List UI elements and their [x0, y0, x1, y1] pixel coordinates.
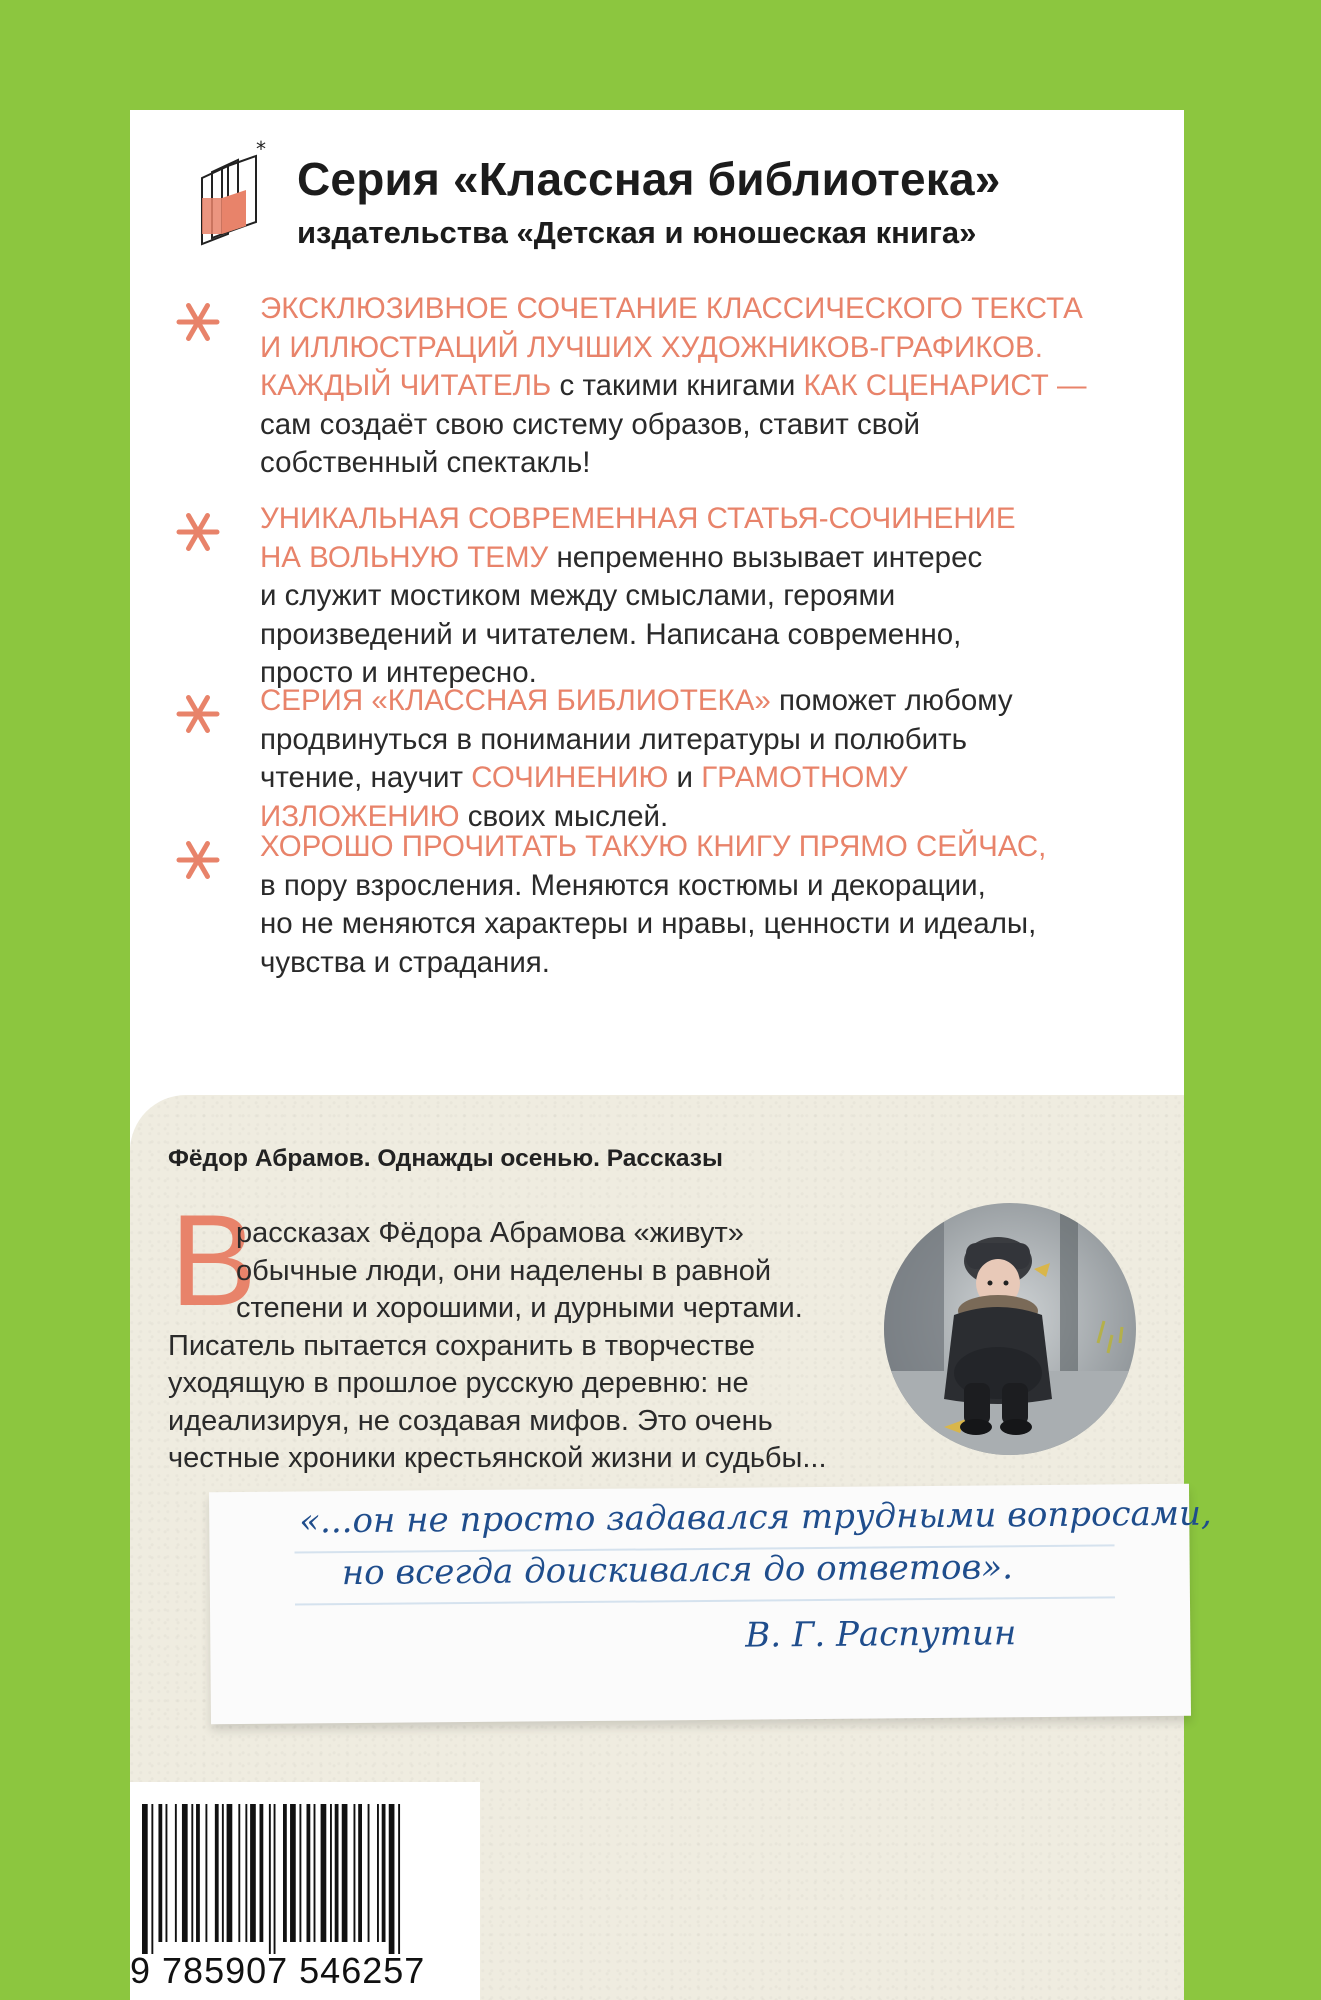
- quote-note: [209, 1484, 1212, 1725]
- body-text: произведений и читателем. Написана современно,: [260, 617, 962, 651]
- highlight-text: И ИЛЛЮСТРАЦИЙ ЛУЧШИХ ХУДОЖНИКОВ-ГРАФИКОВ.: [260, 330, 1043, 364]
- body-text: поможет любому: [770, 684, 1013, 717]
- body-text: и служит мостиком между смыслами, героями: [260, 579, 896, 613]
- body-text: просто и интересно.: [260, 656, 537, 690]
- highlight-text: СОЧИНЕНИЮ: [471, 761, 669, 795]
- feature-line: [260, 682, 1140, 721]
- series-title: Серия «Классная библиотека»: [297, 153, 1001, 205]
- feature-line: [260, 944, 1140, 983]
- asterisk-icon: [174, 836, 222, 884]
- feature-line: [260, 577, 1140, 616]
- body-text: непременно вызывает интерес: [548, 540, 983, 574]
- barcode-box: [130, 1782, 480, 2000]
- series-subtitle: издательства «Детская и юношеская книга»: [297, 215, 977, 250]
- feature-line: [260, 444, 1140, 483]
- highlight-text: ГРАМОТНОМУ: [701, 761, 908, 795]
- note-rule: [295, 1596, 1115, 1605]
- feature-line: [260, 539, 1140, 578]
- book-description-line: обычные люди, они наделены в равной: [236, 1255, 772, 1287]
- body-text: продвинуться в понимании литературы и полюбить: [260, 722, 968, 756]
- highlight-text: ЭКСКЛЮЗИВНОЕ СОЧЕТАНИЕ КЛАССИЧЕСКОГО ТЕКСТА: [260, 292, 1083, 325]
- highlight-text: УНИКАЛЬНАЯ СОВРЕМЕННАЯ СТАТЬЯ-СОЧИНЕНИЕ: [260, 502, 1016, 535]
- body-text: в пору взросления. Меняются костюмы и декорации,: [260, 868, 986, 902]
- feature-line: [260, 406, 1140, 445]
- book-description-line: рассказах Фёдора Абрамова «живут»: [236, 1217, 744, 1249]
- svg-text:*: *: [256, 138, 266, 161]
- body-text: с такими книгами: [551, 369, 804, 403]
- feature-line: [260, 905, 1140, 944]
- back-cover-card: [130, 110, 1212, 2000]
- body-text: чувства и страдания.: [260, 945, 550, 979]
- highlight-text: КАК СЦЕНАРИСТ —: [803, 369, 1087, 403]
- feature-line: [260, 616, 1140, 655]
- feature-line: [260, 290, 1140, 329]
- quote-author: В. Г. Распутин: [745, 1613, 1017, 1656]
- book-description-line: идеализируя, не создавая мифов. Это очень: [168, 1405, 773, 1437]
- quote-line-1: «...он не просто задавался трудными вопросами,: [299, 1493, 1212, 1542]
- body-text: сам создаёт свою систему образов, ставит свой: [260, 407, 920, 441]
- highlight-text: СЕРИЯ «КЛАССНАЯ БИБЛИОТЕКА»: [260, 684, 771, 717]
- feature-line: [260, 500, 1140, 539]
- book-description-line: честные хроники крестьянской жизни и судьбы...: [168, 1442, 827, 1474]
- dropcap-letter: В: [170, 1187, 257, 1333]
- asterisk-icon: [174, 690, 222, 738]
- highlight-text: ХОРОШО ПРОЧИТАТЬ ТАКУЮ КНИГУ ПРЯМО СЕЙЧАС,: [260, 830, 1047, 863]
- feature-line: [260, 828, 1140, 867]
- highlight-text: НА ВОЛЬНУЮ ТЕМУ: [260, 540, 549, 574]
- book-description-line: Писатель пытается сохранить в творчестве: [168, 1330, 755, 1362]
- feature-line: [260, 867, 1140, 906]
- book-description-line: уходящую в прошлое русскую деревню: не: [168, 1367, 749, 1399]
- highlight-text: КАЖДЫЙ ЧИТАТЕЛЬ: [260, 369, 552, 403]
- body-text: и: [668, 761, 702, 795]
- feature-line: [260, 329, 1140, 368]
- body-text: чтение, научит: [260, 761, 472, 795]
- boy-in-winter-coat-illustration: [884, 1203, 1136, 1455]
- feature-line: [260, 367, 1140, 406]
- highlight-text: ИЗЛОЖЕНИЮ: [260, 799, 460, 833]
- feature-line: [260, 759, 1140, 798]
- isbn-number: 9 785907 546257: [130, 1950, 426, 1991]
- quote-line-2: но всегда доискивался до ответов».: [341, 1547, 1014, 1594]
- body-text: собственный спектакль!: [260, 446, 591, 480]
- feature-line: [260, 721, 1140, 760]
- barcode-icon: [136, 1804, 466, 1954]
- book-title: Фёдор Абрамов. Однажды осенью. Рассказы: [168, 1145, 723, 1172]
- book-description-line: степени и хорошими, и дурными чертами.: [236, 1292, 803, 1324]
- asterisk-icon: [174, 508, 222, 556]
- asterisk-icon: [174, 298, 222, 346]
- body-text: своих мыслей.: [459, 799, 669, 833]
- book-star-logo-icon: [198, 138, 274, 248]
- series-header: [130, 110, 1184, 310]
- body-text: но не меняются характеры и нравы, ценности и идеалы,: [260, 907, 1037, 941]
